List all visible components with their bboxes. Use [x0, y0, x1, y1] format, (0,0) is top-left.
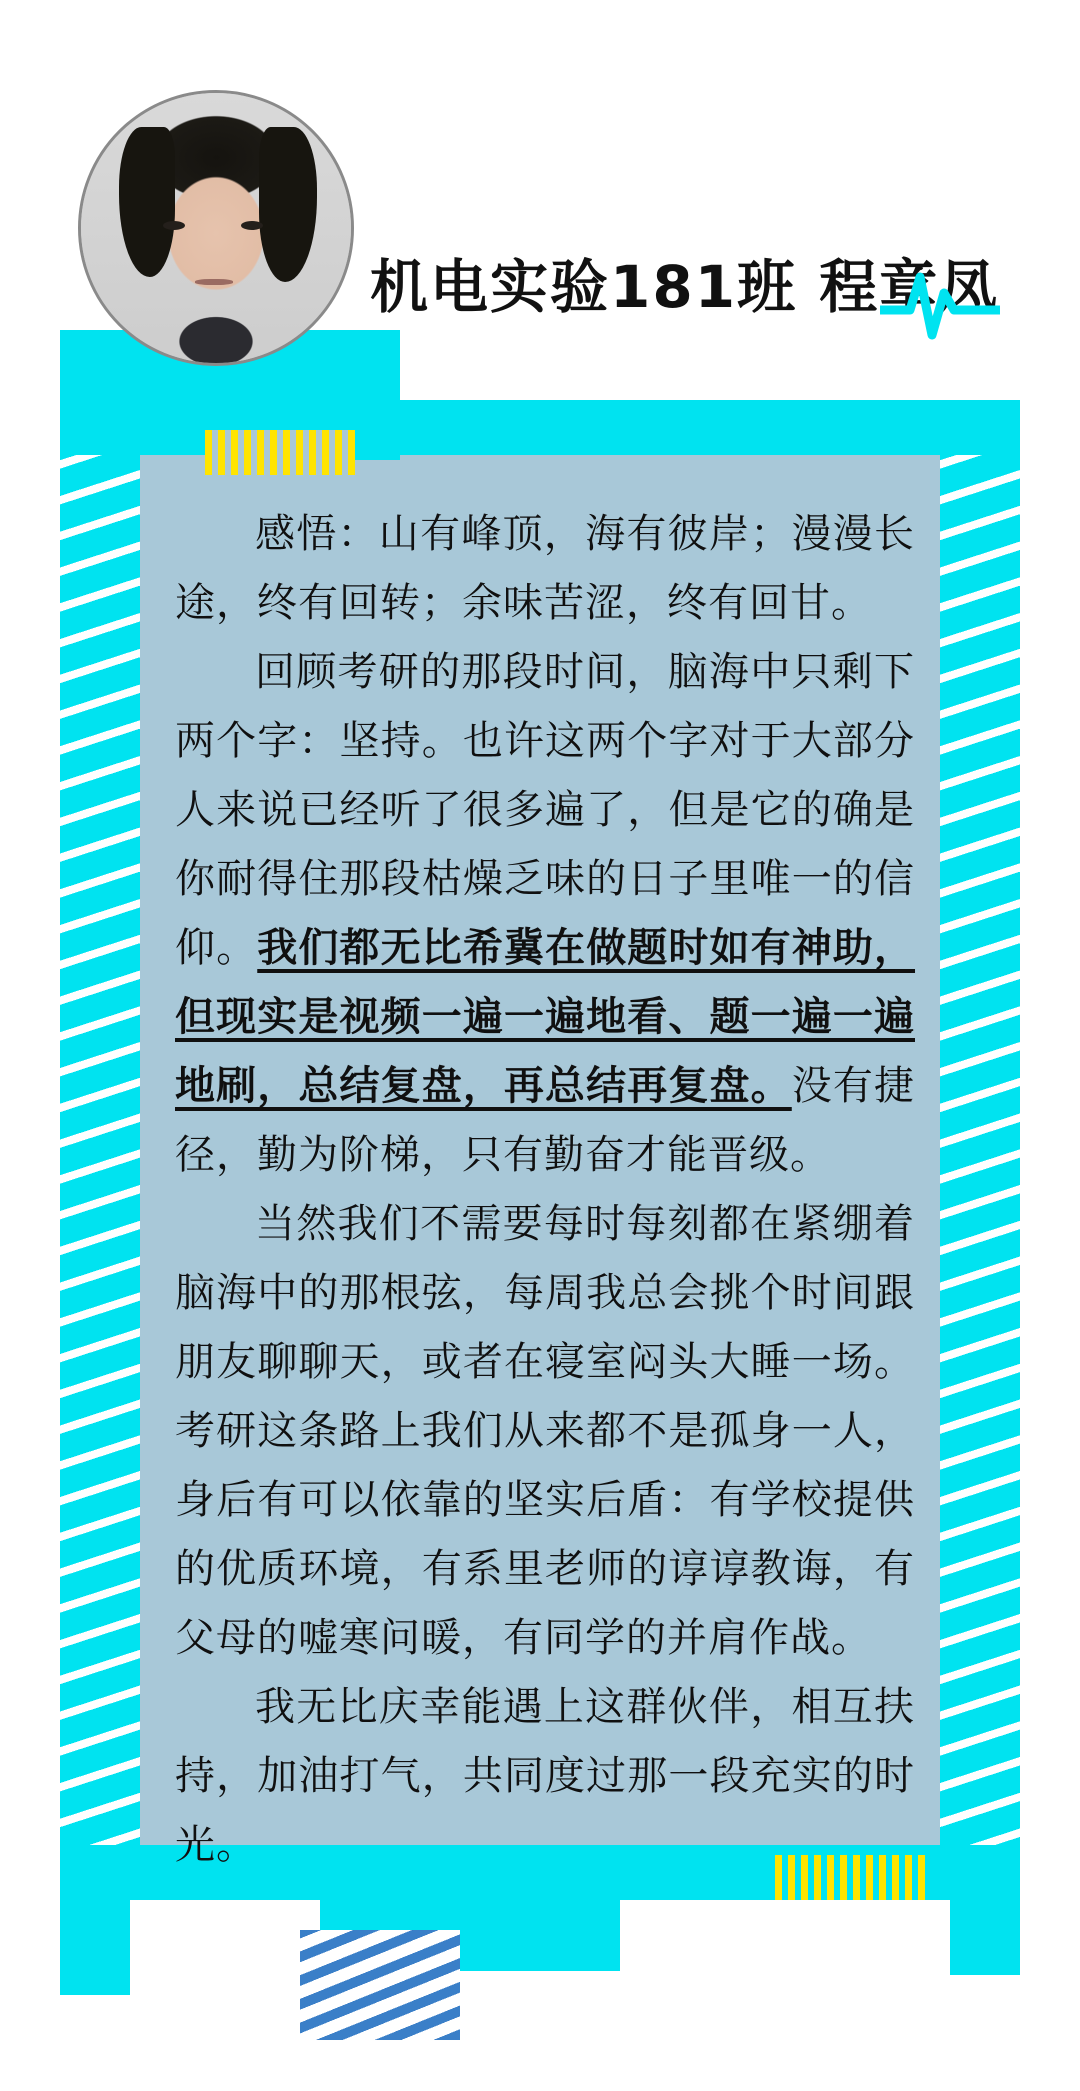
- paragraph-2-run-1: 回顾考研的那段时间，脑海中只剩下两个字：坚持。也许这两个字对于大部分人来说已经听了很多遍了，但是它的确是你耐得住那段枯燥乏味的日子里唯一的信仰。: [175, 649, 915, 971]
- paragraph-4-run-1: 我无比庆幸能遇上这群伙伴，相互扶持，加油打气，共同度过那一段充实的时光。: [175, 1684, 915, 1868]
- corner-decor-top-right: [760, 400, 1020, 455]
- corner-decor-bottom-right-cut: [620, 1900, 950, 1975]
- paragraph-2-run-3: 没有捷径，勤为阶梯，只有勤奋才能晋级。: [175, 1063, 916, 1178]
- corner-decor-bottom-left-cut: [130, 1900, 320, 1995]
- avatar-eye-left: [163, 221, 185, 230]
- avatar: [78, 90, 354, 366]
- paragraph-4: [175, 1673, 915, 1880]
- heartbeat-icon: [880, 265, 1000, 345]
- right-stripe-band: [940, 400, 1020, 1900]
- paragraph-2: [175, 638, 915, 1190]
- paragraph-1: [175, 500, 915, 638]
- left-stripe-band: [60, 400, 140, 1900]
- paragraph-1-run-1: 感悟：山有峰顶，海有彼岸；漫漫长途，终有回转；余味苦涩，终有回甘。: [175, 511, 915, 626]
- yellow-hatch-top-decor: [205, 430, 355, 475]
- paragraph-2-highlight: 我们都无比希冀在做题时如有神助，但现实是视频一遍一遍地看、题一遍一遍地刷，总结复盘，再总结再复盘。: [175, 925, 916, 1109]
- paragraph-3-run-1: 当然我们不需要每时每刻都在紧绷着脑海中的那根弦，每周我总会挑个时间跟朋友聊聊天，或者在寝室闷头大睡一场。考研这条路上我们从来都不是孤身一人，身后有可以依靠的坚实后盾：有学校提供的优质环境，有系里老师的谆谆教诲，有父母的嘘寒问暖，有同学的并肩作战。: [175, 1201, 915, 1661]
- page-title: 机电实验181班 程章凤: [370, 253, 1000, 321]
- avatar-eye-right: [241, 221, 263, 230]
- avatar-mouth: [195, 279, 233, 285]
- article-body: [175, 500, 915, 1880]
- paragraph-3: [175, 1190, 915, 1673]
- blue-hatch-decor: [300, 1930, 460, 2040]
